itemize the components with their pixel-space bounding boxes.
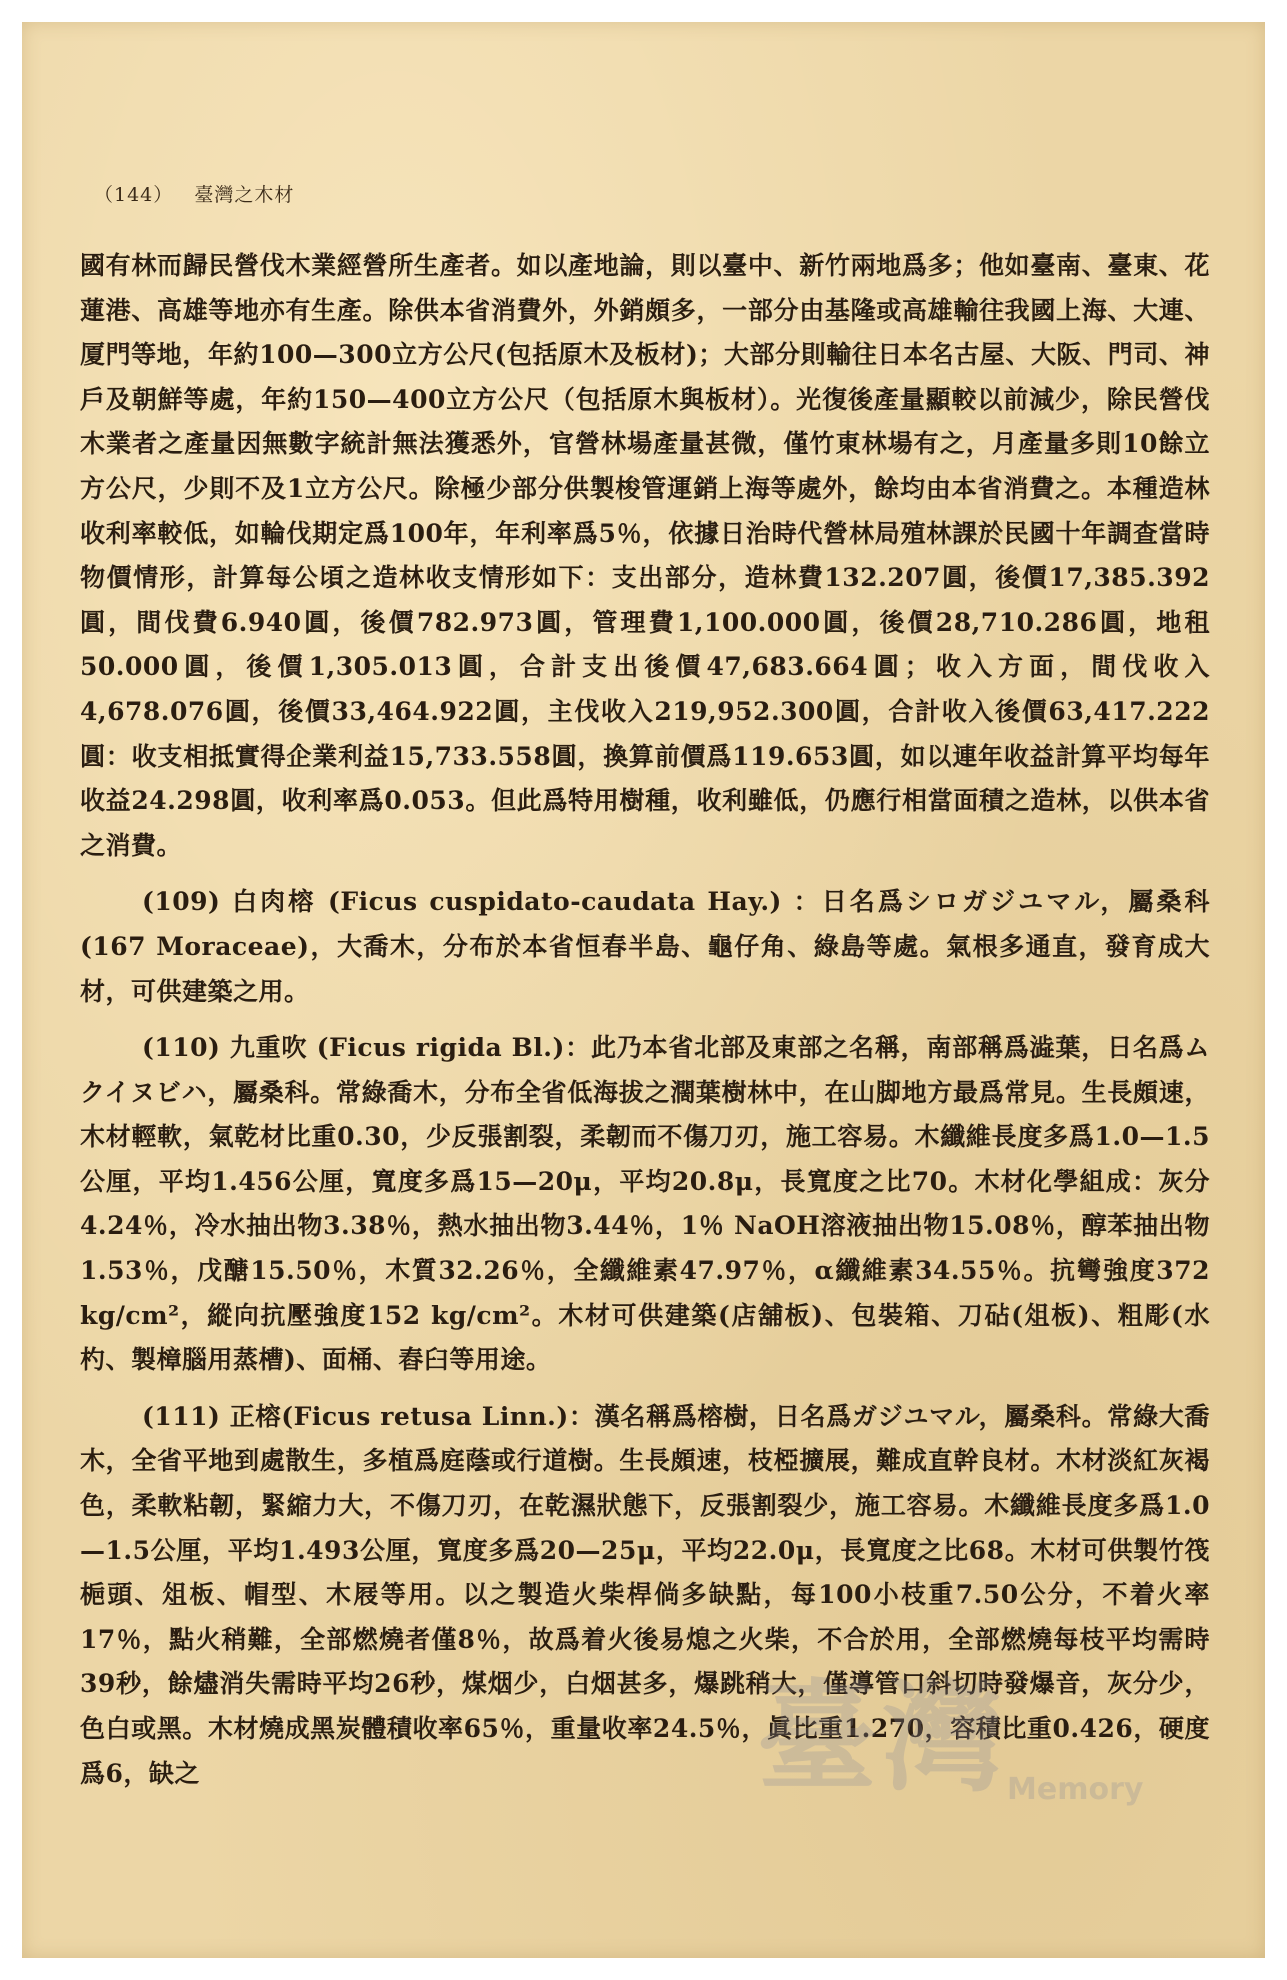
entry-109-ficus-cuspidato-caudata: (109) 白肉榕 (Ficus cuspidato-caudata Hay.) ：日名爲シロガジユマル，屬桑科(167 Moraceae)，大喬木，分布於本省恒春半島、龜仔角、綠島等處。氣根多通直，發育成大材，可供建築之用。 bbox=[80, 887, 1210, 1006]
entry-110-ficus-rigida: (110) 九重吹 (Ficus rigida Bl.)：此乃本省北部及東部之名稱，南部稱爲澁葉，日名爲ムクイヌビハ，屬桑科。常綠喬木，分布全省低海拔之濶葉樹林中，在山脚地方最爲常見。生長頗速，木材輕軟，氣乾材比重0.30，少反張割裂，柔韌而不傷刀刃，施工容易。木纖維長度多爲1.0—1.5公厘，平均1.456公厘，寬度多爲15—20μ，平均20.8μ，長寬度之比70。木材化學組成：灰分4.24％，冷水抽出物3.38％，熱水抽出物3.44％，1％ NaOH溶液抽出物15.08％，醇苯抽出物1.53％，戊醣15.50％，木質32.26％，全纖維素47.97％，α纖維素34.55％。抗彎強度372 kg/cm²，縱向抗壓強度152 kg/cm²。木材可供建築(店舖板)、包裝箱、刀砧(俎板)、粗彫(水杓、製樟腦用蒸槽)、面桶、舂臼等用途。 bbox=[80, 1033, 1210, 1375]
running-header bbox=[94, 180, 294, 207]
watermark-logo-text: 臺灣 bbox=[757, 1669, 1009, 1808]
watermark-subtext: Memory bbox=[1007, 1772, 1144, 1807]
running-title: 臺灣之木材 bbox=[194, 184, 295, 206]
body-text bbox=[80, 244, 1210, 1796]
entry-111-ficus-retusa: (111) 正榕(Ficus retusa Linn.)：漢名稱爲榕樹，日名爲ガジユマル，屬桑科。常綠大喬木，全省平地到處散生，多植爲庭蔭或行道樹。生長頗速，枝椏擴展，難成直幹良材。木材淡紅灰褐色，柔軟粘韌，緊縮力大，不傷刀刃，在乾濕狀態下，反張割裂少，施工容易。木纖維長度多爲1.0—1.5公厘，平均1.493公厘，寬度多爲20—25μ，平均22.0μ，長寬度之比68。木材可供製竹筏梔頭、俎板、帽型、木屐等用。以之製造火柴桿倘多缺點，每100小枝重7.50公分，不着火率17％，點火稍難，全部燃燒者僅8％，故爲着火後易熄之火柴，不合於用，全部燃燒每枝平均需時39秒，餘燼消失需時平均26秒，煤烟少，白烟甚多，爆跳稍大，僅導管口斜切時發爆音，灰分少，色白或黑。木材燒成黑炭體積收率65％，重量收率24.5％，眞比重1.270，容積比重0.426，硬度爲6，缺之 bbox=[80, 1401, 1210, 1788]
paragraph-continuation: 國有林而歸民營伐木業經營所生產者。如以產地論，則以臺中、新竹兩地爲多；他如臺南、臺東、花蓮港、高雄等地亦有生產。除供本省消費外，外銷頗多，一部分由基隆或高雄輸往我國上海、大連、厦門等地，年約100—300立方公尺(包括原木及板材)；大部分則輸往日本名古屋、大阪、門司、神戶及朝鮮等處，年約150—400立方公尺（包括原木與板材）。光復後產量顯較以前減少，除民營伐木業者之產量因無數字統計無法獲悉外，官營林場產量甚微，僅竹東林場有之，月產量多則10餘立方公尺，少則不及1立方公尺。除極少部分供製梭管運銷上海等處外，餘均由本省消費之。本種造林收利率較低，如輪伐期定爲100年，年利率爲5％，依據日治時代營林局殖林課於民國十年調查當時物價情形，計算每公頃之造林收支情形如下：支出部分，造林費132.207圓，後價17,385.392圓，間伐費6.940圓，後價782.973圓，管理費1,100.000圓，後價28,710.286圓，地租50.000圓，後價1,305.013圓，合計支出後價47,683.664圓；收入方面，間伐收入4,678.076圓，後價33,464.922圓，主伐收入219,952.300圓，合計收入後價63,417.222圓：收支相抵實得企業利益15,733.558圓，換算前價爲119.653圓，如以連年收益計算平均每年收益24.298圓，收利率爲0.053。但此爲特用樹種，收利雖低，仍應行相當面積之造林，以供本省之消費。 bbox=[80, 251, 1210, 860]
page-number: （144） bbox=[94, 184, 174, 206]
page-paper bbox=[22, 22, 1265, 1958]
